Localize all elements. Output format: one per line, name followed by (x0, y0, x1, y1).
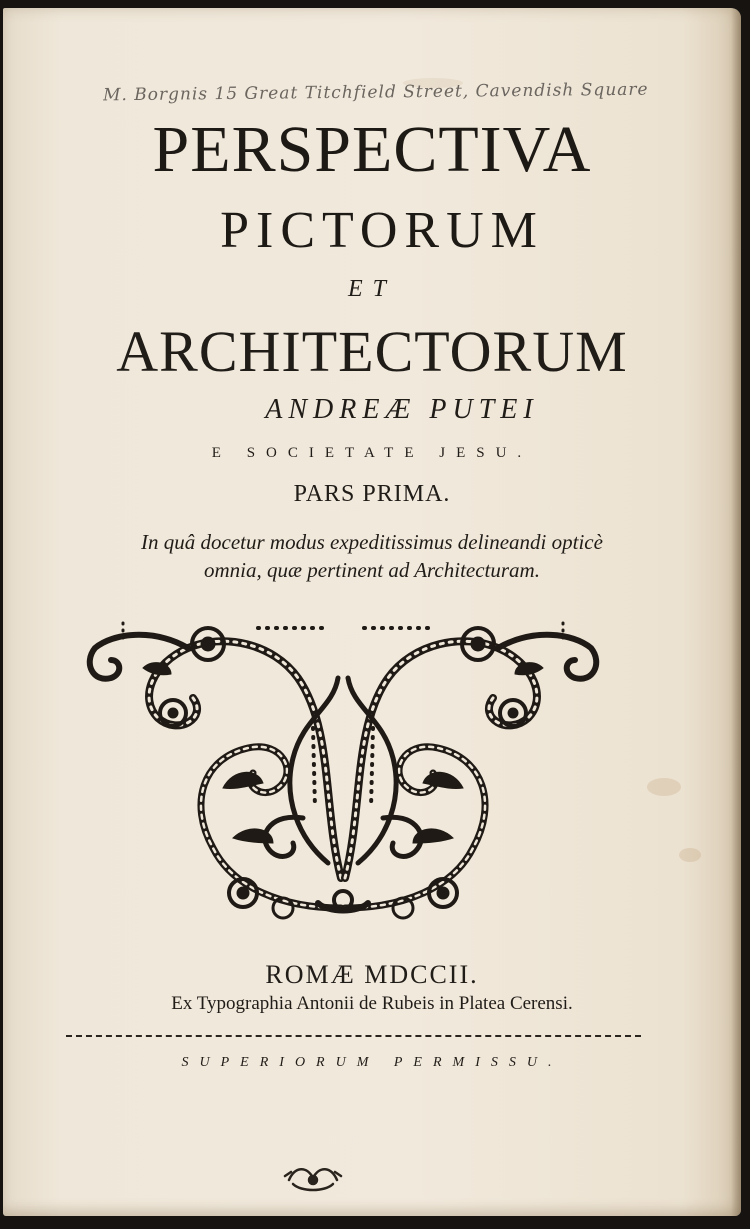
foxing-stain (679, 848, 701, 862)
title-line-architectorum: ARCHITECTORUM (116, 319, 628, 384)
ornamental-woodcut-icon (83, 608, 603, 920)
title-line-pictorum: PICTORUM (220, 202, 544, 259)
subtitle (3, 528, 741, 584)
part-label: PARS PRIMA. (293, 481, 451, 507)
handwritten-inscription: M. Borgnis 15 Great Titchfield Street, Cavendish Square (102, 79, 649, 106)
title-page (3, 8, 741, 1216)
title-line-et: ET (347, 276, 396, 302)
imprint-city-year: ROMÆ MDCCII. (265, 960, 479, 989)
subtitle-line-1: In quâ docetur modus expeditissimus delineandi opticè (141, 530, 603, 554)
imprint-printer: Ex Typographia Antonii de Rubeis in Platea Cerensi. (171, 993, 573, 1014)
permission-line: SUPERIORUM PERMISSU. (181, 1055, 563, 1070)
title-line-perspectiva: PERSPECTIVA (152, 113, 592, 186)
printer-ornament-icon (281, 1158, 345, 1198)
society-line: E SOCIETATE JESU. (211, 445, 533, 461)
subtitle-line-2: omnia, quæ pertinent ad Architecturam. (204, 558, 540, 582)
divider-rule (66, 1035, 641, 1037)
author-name: ANDREÆ PUTEI (265, 394, 539, 425)
page-edge-shadow (731, 8, 741, 1216)
foxing-stain (647, 778, 681, 796)
